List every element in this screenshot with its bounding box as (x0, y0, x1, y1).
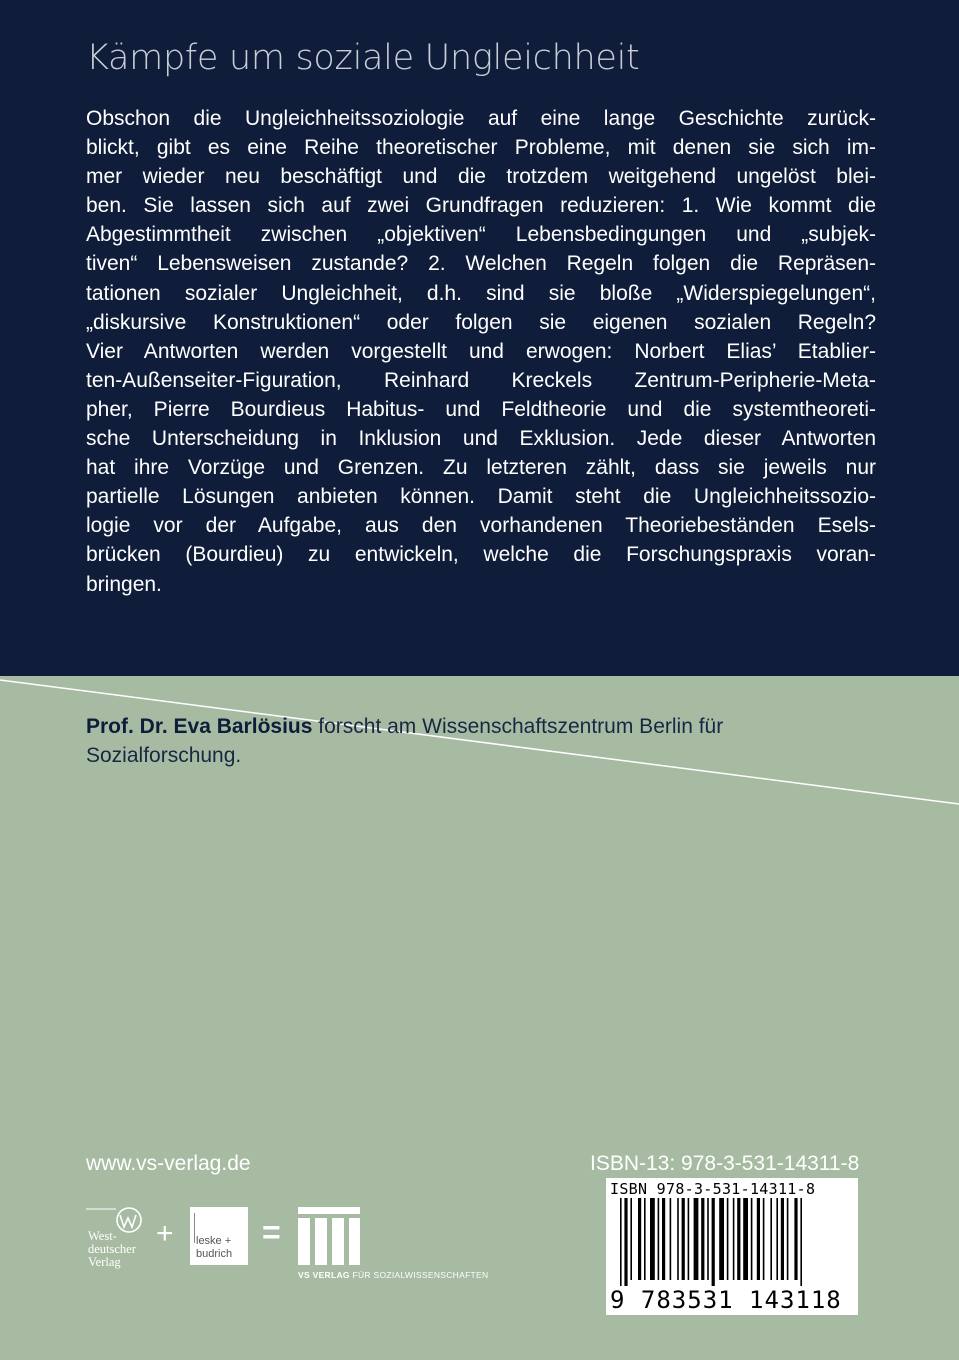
barcode-bar (800, 1198, 802, 1286)
barcode-bar (733, 1198, 735, 1280)
description-line: sche Unterscheidung in Inklusion und Exklusion. Jede dieser Antworten (86, 427, 876, 451)
barcode-bar (682, 1198, 685, 1280)
barcode-bar (737, 1198, 740, 1280)
barcode-bar (770, 1198, 772, 1280)
barcode-isbn-text: ISBN 978-3-531-14311-8 (610, 1180, 816, 1198)
barcode-bar (694, 1198, 699, 1280)
plus-sign: + (156, 1217, 174, 1250)
barcode-bar (751, 1198, 753, 1280)
barcode (606, 1178, 858, 1315)
description-line: ten-Außenseiter-Figuration, Reinhard Kreckels Zentrum-Peripherie-Meta- (86, 368, 876, 392)
barcode-bar (707, 1198, 709, 1280)
leske-budrich-logo (190, 1207, 248, 1265)
description-line: pher, Pierre Bourdieus Habitus- und Feldtheorie und die systemtheoreti- (86, 397, 876, 421)
westdeutscher-verlag-logo (86, 1207, 144, 1273)
description-line: bringen. (86, 572, 162, 596)
author-name: Prof. Dr. Eva Barlösius (86, 715, 313, 738)
barcode-bar (757, 1198, 760, 1280)
westdeutscher-line-2: deutscher (88, 1242, 136, 1256)
leske-line-1: leske + (196, 1235, 232, 1247)
barcode-bar (701, 1198, 704, 1280)
barcode-bar (781, 1198, 784, 1280)
westdeutscher-line-1: West- (88, 1229, 117, 1243)
barcode-bar (658, 1198, 660, 1280)
vs-caption-bold: VS VERLAG (298, 1270, 350, 1280)
barcode-bar (630, 1198, 632, 1280)
description-line: ben. Sie lassen sich auf zwei Grundfragen reduzieren: 1. Wie kommt die (86, 194, 876, 218)
barcode-bar (662, 1198, 665, 1280)
barcode-bar (688, 1198, 690, 1280)
barcode-bar (763, 1198, 765, 1280)
author-text: forscht am Wissenschaftszentrum Berlin für Sozialforschung. (86, 715, 724, 767)
description-line: brücken (Bourdieu) zu entwickeln, welche die Forschungspraxis voran- (86, 543, 876, 567)
barcode-bar (638, 1198, 641, 1280)
author-bio (86, 712, 866, 770)
barcode-bar (624, 1198, 627, 1286)
vs-verlag-caption (298, 1270, 488, 1280)
barcode-bar (677, 1198, 679, 1280)
publisher-url[interactable]: www.vs-verlag.de (86, 1152, 251, 1175)
barcode-bar (712, 1198, 715, 1286)
description-line: partielle Lösungen anbieten können. Damit steht die Ungleichheitssozio- (86, 485, 876, 509)
barcode-bar (743, 1198, 748, 1280)
leske-line-2: budrich (196, 1248, 233, 1260)
barcode-bar (650, 1198, 655, 1280)
description-line: Vier Antworten werden vorgestellt und erwogen: Norbert Elias’ Etablier- (86, 339, 876, 363)
barcode-bar (620, 1198, 622, 1286)
westdeutscher-line-3: Verlag (88, 1255, 121, 1269)
description-line: tationen sozialer Ungleichheit, d.h. sind sie bloße „Widerspiegelungen“, (86, 281, 876, 305)
barcode-bar (670, 1198, 672, 1280)
book-description (86, 104, 876, 599)
barcode-bar (787, 1198, 789, 1280)
vs-caption-rest: FÜR SOZIALWISSENSCHAFTEN (349, 1270, 489, 1280)
description-line: „diskursive Konstruktionen“ oder folgen sie eigenen sozialen Regeln? (86, 310, 876, 334)
barcode-bar (794, 1198, 797, 1280)
barcode-bar (719, 1198, 724, 1280)
isbn-label: ISBN-13: 978-3-531-14311-8 (590, 1152, 860, 1175)
description-line: blickt, gibt es eine Reihe theoretischer Probleme, mit denen sie sich im- (86, 136, 876, 160)
description-line: Abgestimmtheit zwischen „objektiven“ Lebensbedingungen und „subjek- (86, 223, 876, 247)
book-title: Kämpfe um soziale Ungleichheit (86, 38, 640, 78)
description-line: Obschon die Ungleichheitssoziologie auf eine lange Geschichte zurück- (86, 107, 876, 130)
description-line: logie vor der Aufgabe, aus den vorhandenen Theoriebeständen Esels- (86, 514, 876, 538)
description-line: hat ihre Vorzüge und Grenzen. Zu letzteren zählt, dass sie jeweils nur (86, 456, 876, 480)
vs-verlag-logo (298, 1207, 360, 1265)
equals-sign: = (262, 1214, 281, 1250)
description-line: tiven“ Lebensweisen zustande? 2. Welchen Regeln folgen die Repräsen- (86, 252, 876, 276)
description-line: mer wieder neu beschäftigt und die trotzdem weitgehend ungelöst blei- (86, 165, 876, 189)
barcode-bar (776, 1198, 778, 1280)
barcode-bar (727, 1198, 729, 1280)
barcode-bars (620, 1198, 844, 1286)
barcode-digits: 9 783531 143118 (610, 1286, 842, 1314)
barcode-bar (644, 1198, 646, 1280)
